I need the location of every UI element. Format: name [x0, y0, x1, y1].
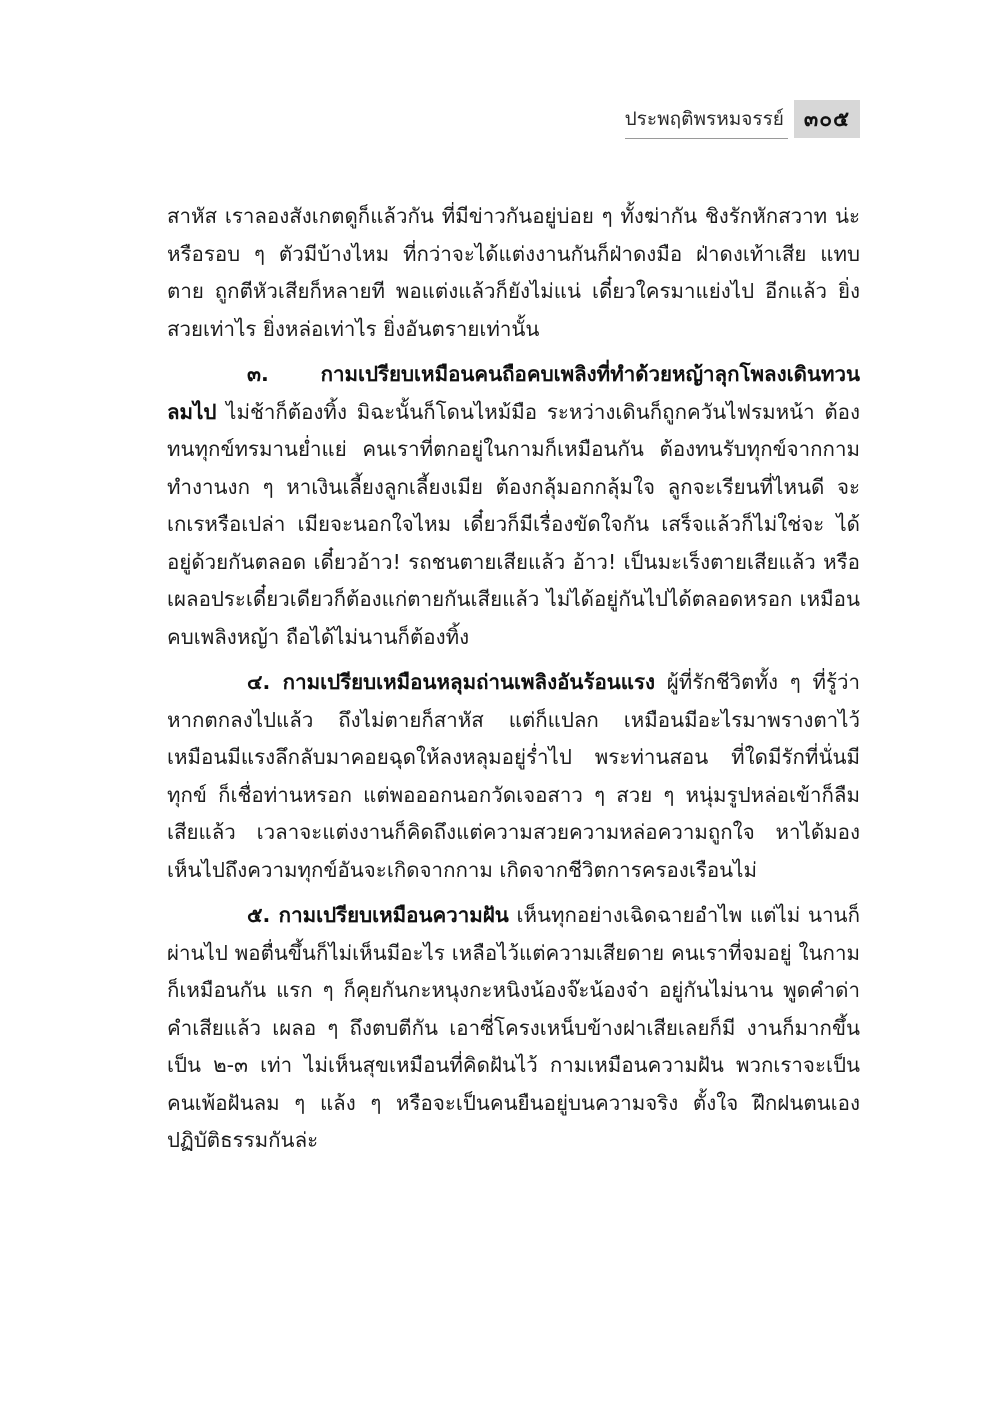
paragraph-item-3 [167, 356, 860, 656]
paragraph-item-5 [167, 897, 860, 1160]
paragraph-continuation [167, 198, 860, 348]
item-5-heading: ๕. กามเปรียบเหมือนความฝัน [247, 903, 509, 927]
running-header-title: ประพฤติพรหมจรรย์ [625, 100, 788, 139]
paragraph-text: สาหัส เราลองสังเกตดูก็แล้วกัน ที่มีข่าวกันอยู่บ่อย ๆ ทั้งฆ่ากัน ชิงรักหักสวาท น่ะ หรือรอบ ๆ ตัวมีบ้างไหม ที่กว่าจะได้แต่งงานกันก็ฝ่าดงมือ ฝ่าดงเท้าเสีย แทบตาย ถูกตีหัวเสียก็หลายที พอแต่งแล้วก็ยังไม่แน่ เดี๋ยวใครมาแย่งไป อีกแล้ว ยิ่งสวยเท่าไร ยิ่งหล่อเท่าไร ยิ่งอันตรายเท่านั้น [167, 204, 860, 341]
page-number: ๓๐๕ [794, 100, 860, 138]
item-3-heading: ๓. กามเปรียบเหมือนคนถือคบเพลิงที่ทำด้วยหญ้าลุกโพลงเดินทวน ลมไป [167, 362, 860, 424]
item-5-text: เห็นทุกอย่างเฉิดฉายอำไพ แต่ไม่ นานก็ผ่านไป พอตื่นขึ้นก็ไม่เห็นมีอะไร เหลือไว้แต่ความเสียดาย คนเราที่จมอยู่ ในกามก็เหมือนกัน แรก ๆ ก็คุยกันกะหนุงกะหนิงน้องจ๊ะน้องจ๋า อยู่กันไม่นาน พูดคำด่าคำเสียแล้ว เผลอ ๆ ถึงตบตีกัน เอาซี่โครงเหน็บข้างฝาเสียเลยก็มี งานก็มากขึ้นเป็น ๒-๓ เท่า ไม่เห็นสุขเหมือนที่คิดฝันไว้ กามเหมือนความฝัน พวกเราจะเป็นคนเพ้อฝันลม ๆ แล้ง ๆ หรือจะเป็นคนยืนอยู่บนความจริง ตั้งใจ ฝึกฝนตนเองปฏิบัติธรรมกันล่ะ [167, 903, 860, 1152]
item-4-text: ผู้ที่รักชีวิตทั้ง ๆ ที่รู้ว่าหากตกลงไปแล้ว ถึงไม่ตายก็สาหัส แต่ก็แปลก เหมือนมีอะไรมาพรางตาไว้ เหมือนมีแรงลึกลับมาคอยฉุดให้ลงหลุมอยู่ร่ำไป พระท่านสอน ที่ใดมีรักที่นั่นมี ทุกข์ ก็เชื่อท่านหรอก แต่พอออกนอกวัดเจอสาว ๆ สวย ๆ หนุ่มรูปหล่อเข้าก็ลืม เสียแล้ว เวลาจะแต่งงานก็คิดถึงแต่ความสวยความหล่อความถูกใจ หาได้มอง เห็นไปถึงความทุกข์อันจะเกิดจากกาม เกิดจากชีวิตการครองเรือนไม่ [167, 670, 860, 882]
paragraph-item-4 [167, 664, 860, 889]
body-text [167, 198, 860, 1168]
running-header [625, 100, 860, 138]
item-4-heading: ๔. กามเปรียบเหมือนหลุมถ่านเพลิงอันร้อนแรง [247, 670, 656, 694]
item-3-text: ไม่ช้าก็ต้องทิ้ง มิฉะนั้นก็โดนไหม้มือ ระหว่างเดินก็ถูกควันไฟรมหน้า ต้อง ทนทุกข์ทรมานย่ำแย่ คนเราที่ตกอยู่ในกามก็เหมือนกัน ต้องทนรับทุกข์จากกาม ทำงานงก ๆ หาเงินเลี้ยงลูกเลี้ยงเมีย ต้องกลุ้มอกกลุ้มใจ ลูกจะเรียนที่ไหนดี จะเกเรหรือเปล่า เมียจะนอกใจไหม เดี๋ยวก็มีเรื่องขัดใจกัน เสร็จแล้วก็ไม่ใช่จะ ได้อยู่ด้วยกันตลอด เดี๋ยวอ้าว! รถชนตายเสียแล้ว อ้าว! เป็นมะเร็งตายเสียแล้ว หรือเผลอประเดี๋ยวเดียวก็ต้องแก่ตายกันเสียแล้ว ไม่ได้อยู่กันไปได้ตลอดหรอก เหมือนคบเพลิงหญ้า ถือได้ไม่นานก็ต้องทิ้ง [167, 399, 860, 649]
